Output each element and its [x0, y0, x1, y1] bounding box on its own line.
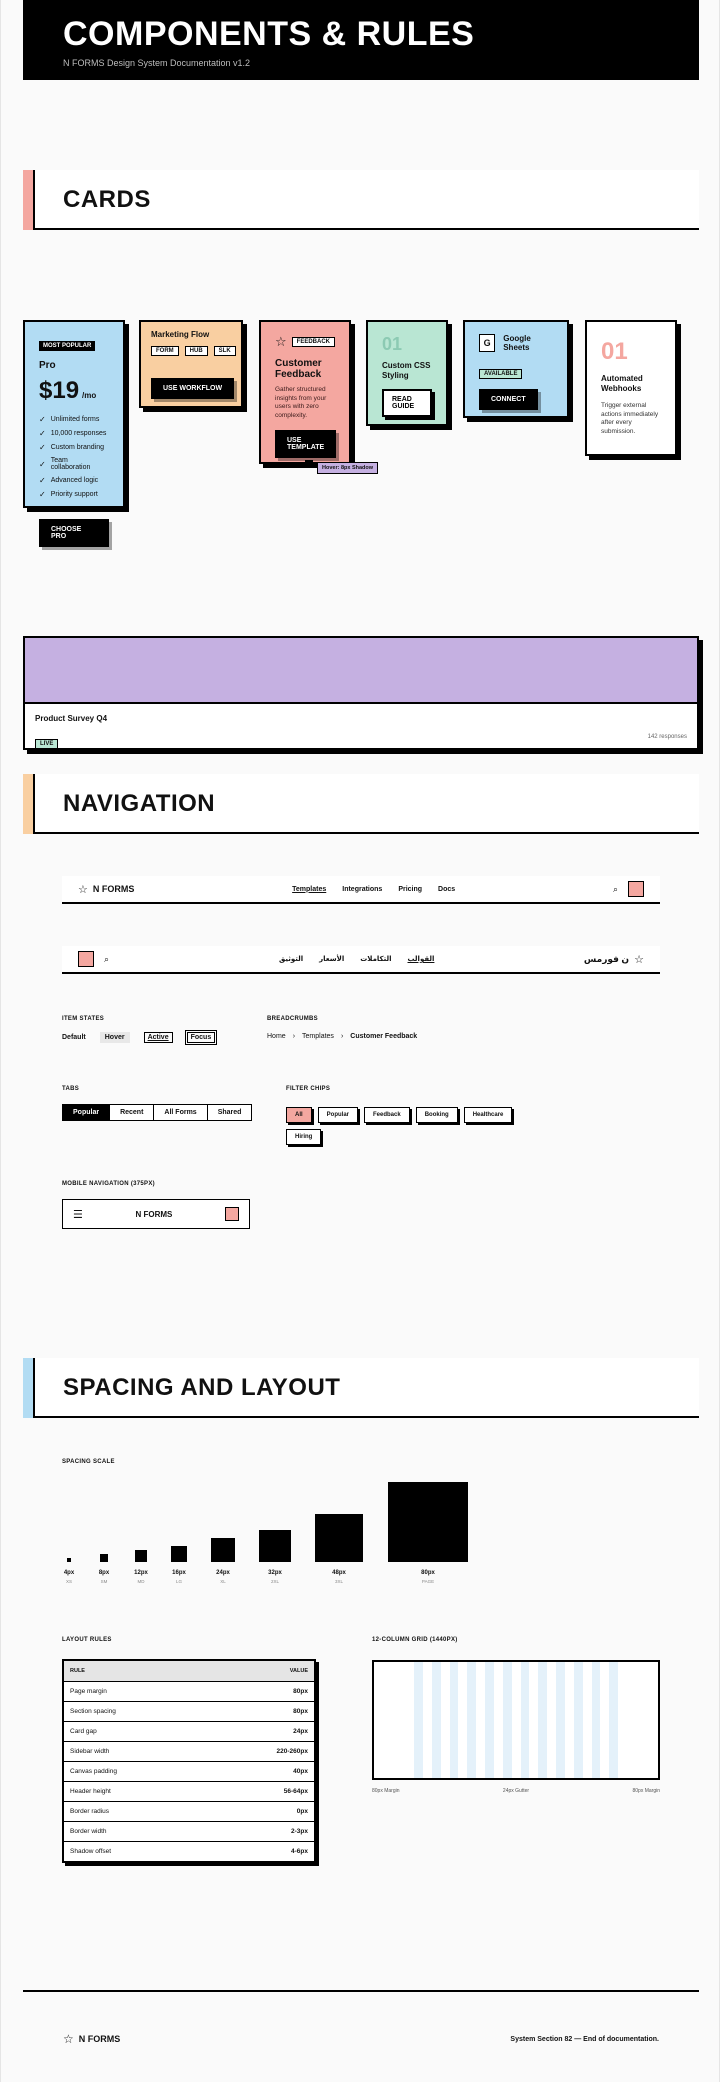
- section-title: SPACING AND LAYOUT: [63, 1374, 341, 1401]
- nav-links-rtl: [279, 955, 434, 963]
- tab-recent[interactable]: Recent: [110, 1105, 154, 1120]
- filter-chips: [286, 1103, 526, 1123]
- grid-column: [592, 1662, 601, 1778]
- grid-column: [467, 1662, 476, 1778]
- card-title: Automated Webhooks: [601, 374, 643, 393]
- column-header-value: VALUE: [208, 1661, 314, 1681]
- rule-name: Header height: [64, 1781, 208, 1801]
- workflow-node: HUB: [185, 346, 208, 356]
- chip-hiring[interactable]: Hiring: [286, 1129, 321, 1145]
- filter-chips-row-2: [286, 1125, 327, 1145]
- nav-link-templates[interactable]: Templates: [292, 885, 327, 893]
- page-subtitle: N FORMS Design System Documentation v1.2: [63, 58, 251, 68]
- table-header-row: [64, 1661, 314, 1681]
- grid-note-margin-left: 80px Margin: [372, 1788, 400, 1794]
- grid-column: [450, 1662, 459, 1778]
- footer-note: System Section 82 — End of documentation.: [510, 2036, 659, 2043]
- rule-name: Border width: [64, 1821, 208, 1841]
- price-amount: $19: [39, 377, 80, 404]
- connect-button[interactable]: CONNECT: [479, 389, 538, 410]
- spacing-swatch: [211, 1538, 235, 1562]
- grid-column: [432, 1662, 441, 1778]
- available-badge: AVAILABLE: [479, 369, 522, 379]
- card-number: 01: [601, 338, 628, 365]
- spacing-token: SM: [100, 1579, 108, 1584]
- star-icon: ☆: [63, 2032, 74, 2046]
- card-title: Custom CSS Styling: [382, 361, 431, 380]
- avatar[interactable]: [225, 1207, 239, 1221]
- section-accent: [23, 1358, 33, 1418]
- star-icon: ☆: [275, 334, 287, 349]
- breadcrumb-current: Customer Feedback: [350, 1033, 418, 1040]
- avatar[interactable]: [628, 881, 644, 897]
- cursor-marker: [305, 460, 313, 468]
- section-title: NAVIGATION: [63, 790, 216, 817]
- workflow-node: FORM: [151, 346, 179, 356]
- filter-chips-label: FILTER CHIPS: [286, 1086, 331, 1092]
- tab-bar: [62, 1104, 252, 1121]
- check-icon: ✓: [39, 443, 46, 452]
- check-icon: ✓: [39, 459, 46, 469]
- column-header-rule: RULE: [64, 1661, 208, 1681]
- grid-column: [485, 1662, 494, 1778]
- rule-value: 80px: [208, 1681, 314, 1701]
- star-icon: ☆: [634, 953, 644, 966]
- rule-value: 80px: [208, 1701, 314, 1721]
- feature-item: ✓ Custom branding: [39, 443, 105, 452]
- template-card-feedback[interactable]: [259, 320, 351, 464]
- rule-name: Shadow offset: [70, 1847, 112, 1855]
- card-title: Customer Feedback: [275, 358, 322, 380]
- plan-name: Pro: [39, 360, 56, 371]
- spacing-value: 8px: [98, 1570, 110, 1576]
- feature-item: ✓ Unlimited forms: [39, 415, 100, 424]
- rule-name: Sidebar width: [64, 1741, 208, 1761]
- spacing-token: LG: [175, 1579, 182, 1584]
- table-row: [64, 1781, 314, 1801]
- survey-title: Product Survey Q4: [35, 714, 108, 723]
- grid-note-gutter: 24px Gutter: [502, 1788, 530, 1794]
- chevron-right-icon: ›: [340, 1033, 344, 1040]
- breadcrumb-home[interactable]: Home: [267, 1033, 286, 1040]
- nav-link-integrations[interactable]: Integrations: [342, 885, 383, 893]
- navbar-rtl: [62, 946, 660, 974]
- nav-link-docs-rtl[interactable]: التوثيق: [279, 956, 304, 963]
- footer-brand[interactable]: ☆ N FORMS: [63, 2032, 121, 2046]
- use-workflow-button[interactable]: USE WORKFLOW: [151, 378, 234, 399]
- card-number: 01: [382, 334, 403, 354]
- chip-feedback[interactable]: Feedback: [364, 1107, 410, 1123]
- avatar[interactable]: [78, 951, 94, 967]
- spacing-swatch: [388, 1482, 468, 1562]
- tab-popular[interactable]: Popular: [63, 1105, 110, 1120]
- chevron-right-icon: ›: [292, 1033, 296, 1040]
- rule-name: Border radius: [64, 1801, 208, 1821]
- hover-tooltip: Hover: 8px Shadow: [317, 462, 378, 474]
- spacing-token: PAGE: [421, 1579, 435, 1584]
- live-badge: LIVE: [35, 739, 58, 749]
- rule-name: Section spacing: [64, 1701, 208, 1721]
- rule-name: Canvas padding: [64, 1761, 208, 1781]
- grid-label: 12-COLUMN GRID (1440PX): [372, 1637, 458, 1643]
- feature-item: ✓ Team collaboration: [39, 457, 91, 471]
- card-title: Google Sheets: [503, 334, 531, 352]
- hamburger-menu-icon[interactable]: ☰: [73, 1208, 83, 1221]
- workflow-node: SLK: [214, 346, 236, 356]
- navbar-ltr: [62, 876, 660, 904]
- chip-all[interactable]: All: [286, 1107, 312, 1123]
- spacing-token: 3XL: [334, 1579, 343, 1584]
- rule-name: Card gap: [64, 1721, 208, 1741]
- grid-column: [609, 1662, 618, 1778]
- read-guide-button[interactable]: READ GUIDE: [382, 389, 432, 417]
- table-row: [64, 1721, 314, 1741]
- nav-links: [292, 886, 455, 893]
- plan-price: [39, 377, 109, 405]
- survey-cover: [25, 638, 697, 704]
- star-icon: ☆: [78, 883, 88, 896]
- breadcrumb-templates[interactable]: Templates: [302, 1033, 334, 1040]
- spacing-swatch: [259, 1530, 291, 1562]
- grid-column: [538, 1662, 547, 1778]
- section-header-cards: [23, 170, 699, 230]
- section-divider: [33, 774, 35, 834]
- grid-column: [556, 1662, 565, 1778]
- section-accent: [23, 170, 33, 230]
- chip-popular[interactable]: Popular: [318, 1107, 358, 1123]
- choose-pro-button[interactable]: CHOOSE PRO: [39, 519, 109, 547]
- card-title: Marketing Flow: [151, 330, 210, 339]
- spacing-swatch: [135, 1550, 147, 1562]
- rule-name: Page margin: [64, 1681, 208, 1701]
- layout-rules-label: LAYOUT RULES: [62, 1637, 112, 1643]
- use-template-button[interactable]: USE TEMPLATE: [275, 430, 336, 458]
- spacing-value: 16px: [172, 1570, 186, 1576]
- mobile-nav-label: MOBILE NAVIGATION (375PX): [62, 1181, 155, 1187]
- layout-rules-table: [62, 1659, 316, 1863]
- hero-banner: [23, 0, 699, 80]
- grid-column: [414, 1662, 423, 1778]
- spacing-value: 32px: [268, 1570, 282, 1576]
- spacing-value: 4px: [63, 1570, 75, 1576]
- footer: [23, 1990, 699, 2082]
- mobile-brand[interactable]: N FORMS: [135, 1209, 173, 1219]
- spacing-token: XL: [220, 1579, 226, 1584]
- tabs-label: TABS: [62, 1086, 80, 1092]
- spacing-value: 24px: [216, 1570, 230, 1576]
- section-title: CARDS: [63, 186, 151, 213]
- state-focus[interactable]: Focus: [187, 1032, 216, 1043]
- feature-item: ✓ Advanced logic: [39, 476, 99, 485]
- table-row: [64, 1701, 314, 1721]
- grid-column: [521, 1662, 530, 1778]
- grid-note-margin-right: 80px Margin: [632, 1788, 660, 1794]
- spacing-value: 12px: [134, 1570, 148, 1576]
- check-icon: ✓: [39, 429, 46, 438]
- table-row: [64, 1801, 314, 1821]
- grid-column: [574, 1662, 583, 1778]
- section-divider: [33, 170, 35, 230]
- feature-item: ✓ Priority support: [39, 490, 98, 499]
- rule-value: 40px: [208, 1761, 314, 1781]
- check-icon: ✓: [39, 476, 46, 485]
- chip-healthcare[interactable]: Healthcare: [464, 1107, 513, 1123]
- table-row: [64, 1681, 314, 1701]
- spacing-token: MD: [137, 1579, 145, 1584]
- table-row: [64, 1761, 314, 1781]
- table-row: [64, 1841, 314, 1861]
- popular-badge: MOST POPULAR: [39, 341, 95, 351]
- rule-value: 220-260px: [208, 1741, 314, 1761]
- grid-column: [503, 1662, 512, 1778]
- pricing-card-pro[interactable]: [23, 320, 125, 540]
- spacing-value: 48px: [332, 1570, 346, 1576]
- tab-all-forms[interactable]: All Forms: [154, 1105, 207, 1120]
- card-description: Gather structured insights from your users with zero complexity.: [275, 386, 327, 419]
- spacing-token: 2XL: [270, 1579, 279, 1584]
- column-grid-preview: [372, 1660, 660, 1780]
- response-count: 142 responses: [647, 734, 687, 740]
- state-hover[interactable]: Hover: [100, 1032, 130, 1043]
- feature-item: ✓ 10,000 responses: [39, 429, 107, 438]
- nav-link-templates-rtl[interactable]: القوالب: [407, 956, 435, 963]
- search-icon[interactable]: ⌕: [612, 883, 618, 894]
- rule-value: 0px: [208, 1801, 314, 1821]
- page-title: COMPONENTS & RULES: [63, 15, 475, 53]
- rule-value: 2-3px: [208, 1821, 314, 1841]
- card-description: Trigger external actions immediately after every submission.: [601, 402, 659, 435]
- item-states-label: ITEM STATES: [62, 1016, 105, 1022]
- item-states: [62, 1032, 215, 1043]
- check-icon: ✓: [39, 415, 46, 424]
- rule-value: 56-64px: [208, 1781, 314, 1801]
- feature-list: [39, 415, 109, 499]
- section-header-spacing: [23, 1358, 699, 1418]
- nav-link-integrations-rtl[interactable]: التكاملات: [360, 956, 392, 963]
- guide-card-css[interactable]: [366, 320, 448, 426]
- state-default[interactable]: Default: [62, 1034, 86, 1041]
- price-period: /mo: [82, 391, 97, 400]
- spacing-swatch: [315, 1514, 363, 1562]
- spacing-swatch: [171, 1546, 187, 1562]
- workflow-nodes: [151, 346, 231, 356]
- search-icon[interactable]: ⌕: [104, 953, 110, 964]
- breadcrumbs-label: BREADCRUMBS: [267, 1016, 318, 1022]
- feedback-badge: FEEDBACK: [292, 337, 335, 347]
- feature-card-webhooks[interactable]: [585, 320, 677, 456]
- table-row: [64, 1741, 314, 1761]
- section-header-navigation: [23, 774, 699, 834]
- brand-logo[interactable]: ☆ N FORMS: [78, 883, 135, 896]
- chip-booking[interactable]: Booking: [416, 1107, 458, 1123]
- breadcrumb: [267, 1033, 417, 1040]
- integration-card-sheets[interactable]: [463, 320, 569, 418]
- nav-link-pricing-rtl[interactable]: الأسعار: [319, 956, 345, 963]
- state-active[interactable]: Active: [144, 1032, 173, 1043]
- rule-value: 24px: [208, 1721, 314, 1741]
- rule-value: 4-6px: [291, 1847, 308, 1855]
- brand-logo-rtl[interactable]: ن فورمس ☆: [583, 953, 644, 966]
- nav-link-pricing[interactable]: Pricing: [398, 885, 423, 893]
- mobile-navbar: [62, 1199, 250, 1229]
- table-row: [64, 1821, 314, 1841]
- spacing-swatch: [100, 1554, 108, 1562]
- spacing-swatch: [67, 1558, 71, 1562]
- nav-link-docs[interactable]: Docs: [438, 885, 456, 893]
- tab-shared[interactable]: Shared: [208, 1105, 252, 1120]
- spacing-scale-label: SPACING SCALE: [62, 1459, 115, 1465]
- survey-card[interactable]: [23, 636, 699, 750]
- google-logo-icon: G: [479, 334, 495, 352]
- section-divider: [33, 1358, 35, 1418]
- spacing-value: 80px: [421, 1570, 435, 1576]
- section-accent: [23, 774, 33, 834]
- spacing-token: XS: [65, 1579, 72, 1584]
- check-icon: ✓: [39, 490, 46, 499]
